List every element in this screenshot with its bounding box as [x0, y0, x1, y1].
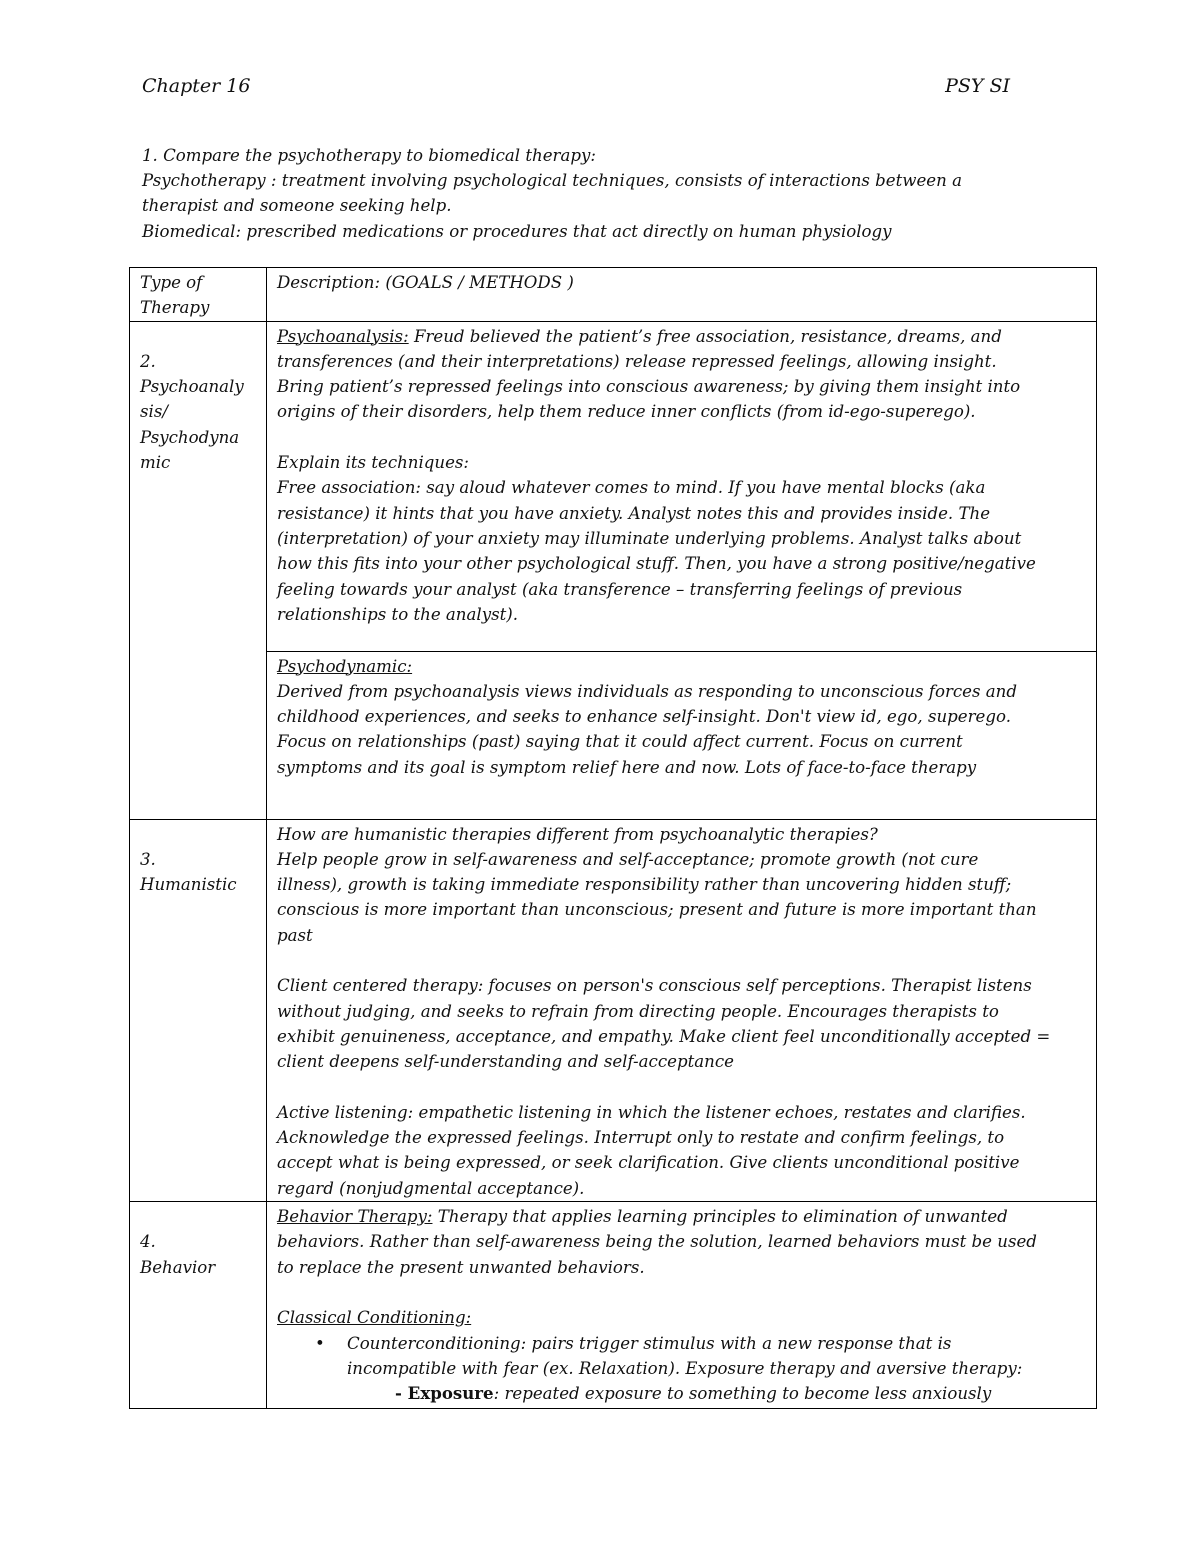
active-listening-line: regard (nonjudgmental acceptance).: [277, 1178, 585, 1198]
psychoanalysis-heading: Psychoanalysis:: [277, 326, 409, 346]
psychoanalysis-line: Bring patient’s repressed feelings into conscious awareness; by giving them insight into: [277, 377, 1021, 397]
humanistic-description-cell: [267, 819, 1097, 1201]
active-listening-line: Active listening: empathetic listening in which the listener echoes, restates and clarifies.: [277, 1102, 1026, 1122]
psychodynamic-row: [130, 651, 1097, 819]
classical-conditioning-heading: Classical Conditioning:: [277, 1308, 472, 1328]
active-listening-line: Acknowledge the expressed feelings. Interrupt only to restate and confirm feelings, to: [277, 1128, 1005, 1148]
type-header-line-1: Type of: [140, 273, 203, 292]
humanistic-line: conscious is more important than unconscious; present and future is more important than: [277, 900, 1037, 920]
type-line: sis/: [140, 402, 168, 422]
therapy-table: [129, 267, 1097, 1409]
list-item: [315, 1331, 1088, 1382]
counterconditioning-line: Counterconditioning: pairs trigger stimulus with a new response that is: [347, 1333, 952, 1353]
techniques-heading: Explain its techniques:: [277, 453, 470, 473]
techniques-line: relationships to the analyst).: [277, 604, 518, 624]
behavior-number: 4.: [140, 1232, 156, 1252]
behavior-line: to replace the present unwanted behaviors.: [277, 1257, 645, 1277]
psychoanalysis-line: transferences (and their interpretations) release repressed feelings, allowing insight.: [277, 351, 997, 371]
humanistic-type-cell: [130, 819, 267, 1201]
type-line: Psychodyna: [140, 427, 240, 447]
psychoanalysis-line: origins of their disorders, help them reduce inner conflicts (from id-ego-superego).: [277, 402, 976, 422]
techniques-line: feeling towards your analyst (aka transference – transferring feelings of previous: [277, 579, 963, 599]
table-header-row: [130, 268, 1097, 322]
psychodynamic-line: Derived from psychoanalysis views individuals as responding to unconscious forces and: [277, 681, 1017, 701]
psychoanalysis-line-text: Freud believed the patient’s free association, resistance, dreams, and: [408, 326, 1002, 346]
psychoanalysis-row: [130, 321, 1097, 651]
conditioning-list: [277, 1331, 1088, 1382]
exposure-text: : repeated exposure to something to become less anxiously: [493, 1384, 992, 1404]
psychodynamic-line: childhood experiences, and seeks to enhance self-insight. Don't view id, ego, superego.: [277, 707, 1011, 727]
behavior-type-name: Behavior: [140, 1257, 216, 1277]
active-listening-line: accept what is being expressed, or seek clarification. Give clients unconditional positive: [277, 1153, 1020, 1173]
humanistic-line: illness), growth is taking immediate responsibility rather than uncovering hidden stuff;: [277, 875, 1012, 895]
psychodynamic-description-cell: [267, 651, 1097, 819]
behavior-row: [130, 1202, 1097, 1409]
humanistic-row: [130, 819, 1097, 1201]
type-line: mic: [140, 453, 171, 473]
biomedical-definition: Biomedical: prescribed medications or procedures that act directly on human physiology: [142, 221, 892, 241]
behavior-description-cell: [267, 1202, 1097, 1409]
psychoanalysis-description-cell: [267, 321, 1097, 651]
course-label: PSY SI: [945, 75, 1010, 97]
humanistic-line: Help people grow in self-awareness and self-acceptance; promote growth (not cure: [277, 849, 979, 869]
description-header-cell: [267, 268, 1097, 322]
type-header-cell: [130, 268, 267, 322]
type-header-line-2: Therapy: [140, 298, 210, 318]
psychotherapy-definition-line-2: therapist and someone seeking help.: [142, 196, 452, 216]
type-line: Psychoanaly: [140, 377, 244, 397]
techniques-line: (interpretation) of your anxiety may illuminate underlying problems. Analyst talks about: [277, 528, 1022, 548]
client-centered-line: exhibit genuineness, acceptance, and empathy. Make client feel unconditionally accepted =: [277, 1026, 1051, 1046]
client-centered-line: client deepens self-understanding and self-acceptance: [277, 1052, 734, 1072]
techniques-line: resistance) it hints that you have anxiety. Analyst notes this and provides inside. The: [277, 503, 991, 523]
humanistic-type-name: Humanistic: [140, 875, 237, 895]
client-centered-line: without judging, and seeks to refrain from directing people. Encourages therapists to: [277, 1001, 999, 1021]
behavior-type-cell: [130, 1202, 267, 1409]
description-header: Description: (GOALS / METHODS ): [277, 273, 574, 292]
intro-section: [142, 143, 1042, 244]
exposure-dash: -: [395, 1383, 408, 1404]
bullet-icon: •: [315, 1333, 325, 1353]
counterconditioning-line: incompatible with fear (ex. Relaxation). Exposure therapy and aversive therapy:: [347, 1358, 1023, 1378]
exposure-line: [277, 1381, 1088, 1406]
psychoanalysis-type-cell: [130, 321, 267, 819]
humanistic-line: How are humanistic therapies different from psychoanalytic therapies?: [277, 824, 878, 844]
behavior-line: [277, 1204, 1088, 1229]
behavior-line-text: Therapy that applies learning principles to elimination of unwanted: [432, 1207, 1008, 1227]
chapter-title: Chapter 16: [142, 75, 251, 97]
psychotherapy-definition-line-1: Psychotherapy : treatment involving psychological techniques, consists of interactions between a: [142, 171, 962, 191]
psychoanalysis-number: 2.: [140, 351, 156, 371]
behavior-heading: Behavior Therapy:: [277, 1207, 433, 1227]
client-centered-line: Client centered therapy: focuses on person's conscious self perceptions. Therapist listens: [277, 976, 1032, 996]
techniques-line: Free association: say aloud whatever comes to mind. If you have mental blocks (aka: [277, 478, 986, 498]
exposure-term: Exposure: [407, 1383, 494, 1404]
humanistic-line: past: [277, 925, 313, 945]
humanistic-number: 3.: [140, 849, 156, 869]
psychodynamic-line: symptoms and its goal is symptom relief here and now. Lots of face-to-face therapy: [277, 757, 977, 777]
psychodynamic-heading: Psychodynamic:: [277, 656, 413, 676]
psychoanalysis-line: [277, 324, 1088, 349]
psychodynamic-line: Focus on relationships (past) saying that it could affect current. Focus on current: [277, 732, 963, 752]
techniques-line: how this fits into your other psychological stuff. Then, you have a strong positive/negative: [277, 554, 1036, 574]
behavior-line: behaviors. Rather than self-awareness being the solution, learned behaviors must be used: [277, 1232, 1037, 1252]
intro-question: 1. Compare the psychotherapy to biomedical therapy:: [142, 146, 596, 165]
